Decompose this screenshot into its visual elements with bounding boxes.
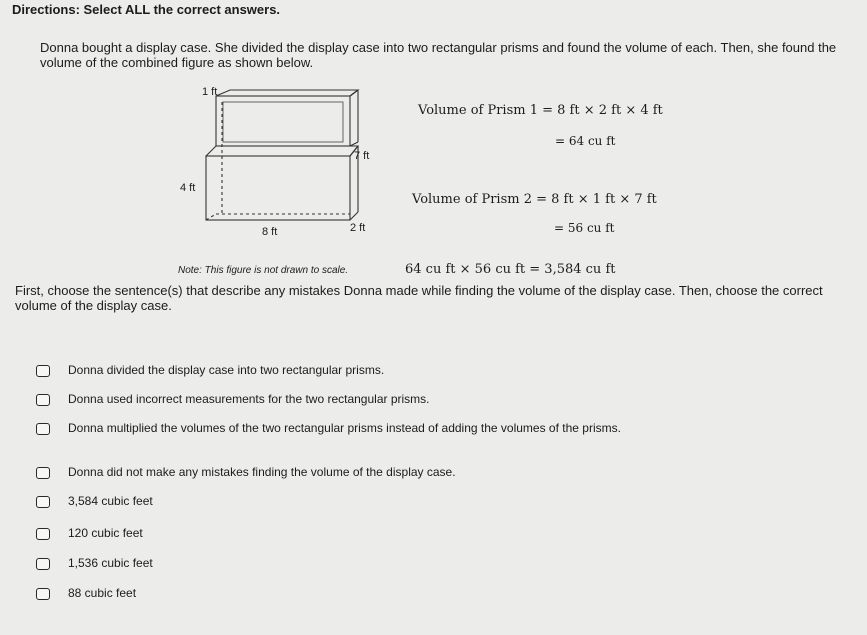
checkbox[interactable] <box>36 528 50 540</box>
option-label: Donna divided the display case into two rectangular prisms. <box>68 363 385 377</box>
checkbox[interactable] <box>36 558 50 570</box>
prism1-volume-equation: Volume of Prism 1 = 8 ft × 2 ft × 4 ft <box>418 103 663 118</box>
prism2-volume-equation: Volume of Prism 2 = 8 ft × 1 ft × 7 ft <box>412 192 657 207</box>
checkbox[interactable] <box>36 394 50 406</box>
option-label: Donna did not make any mistakes finding the volume of the display case. <box>68 465 456 479</box>
option-label: 1,536 cubic feet <box>68 556 153 570</box>
option-label: Donna used incorrect measurements for the two rectangular prisms. <box>68 392 430 406</box>
option-88-cubic-feet[interactable] <box>36 586 668 600</box>
option-incorrect-measurements[interactable] <box>36 392 668 406</box>
question-prompt: Donna bought a display case. She divided the display case into two rectangular prisms and found the volume of each. Then, she found the volume of the combined figure as shown below. <box>40 40 837 70</box>
label-4ft: 4 ft <box>180 182 196 194</box>
option-120-cubic-feet[interactable] <box>36 526 668 540</box>
option-divided-into-prisms[interactable] <box>36 363 668 377</box>
prism-figure <box>170 82 400 257</box>
checkbox[interactable] <box>36 496 50 508</box>
directions-heading: Directions: Select ALL the correct answers. <box>12 2 281 17</box>
option-3584-cubic-feet[interactable] <box>36 494 668 508</box>
checkbox[interactable] <box>36 588 50 600</box>
checkbox[interactable] <box>36 467 50 479</box>
prism1-volume-result: = 64 cu ft <box>555 134 616 148</box>
option-label: 120 cubic feet <box>68 526 143 540</box>
option-1536-cubic-feet[interactable] <box>36 556 668 570</box>
option-label: Donna multiplied the volumes of the two rectangular prisms instead of adding the volumes of the prisms. <box>68 421 621 435</box>
answer-instructions: First, choose the sentence(s) that describe any mistakes Donna made while finding the volume of the display case. Then, choose the correct volume of the display case. <box>15 283 823 313</box>
prism-figure-drawing <box>170 82 400 257</box>
checkbox[interactable] <box>36 423 50 435</box>
option-label: 3,584 cubic feet <box>68 494 153 508</box>
prism2-volume-result: = 56 cu ft <box>554 221 615 235</box>
option-multiplied-instead-of-added[interactable] <box>36 421 668 435</box>
checkbox[interactable] <box>36 365 50 377</box>
option-no-mistakes[interactable] <box>36 465 668 479</box>
combined-volume-equation: 64 cu ft × 56 cu ft = 3,584 cu ft <box>405 262 616 277</box>
option-label: 88 cubic feet <box>68 586 137 600</box>
label-8ft: 8 ft <box>262 226 278 238</box>
figure-note: Note: This figure is not drawn to scale. <box>178 265 349 276</box>
label-1ft: 1 ft <box>202 86 218 98</box>
label-2ft: 2 ft <box>350 222 366 234</box>
label-7ft: 7 ft <box>354 150 370 162</box>
